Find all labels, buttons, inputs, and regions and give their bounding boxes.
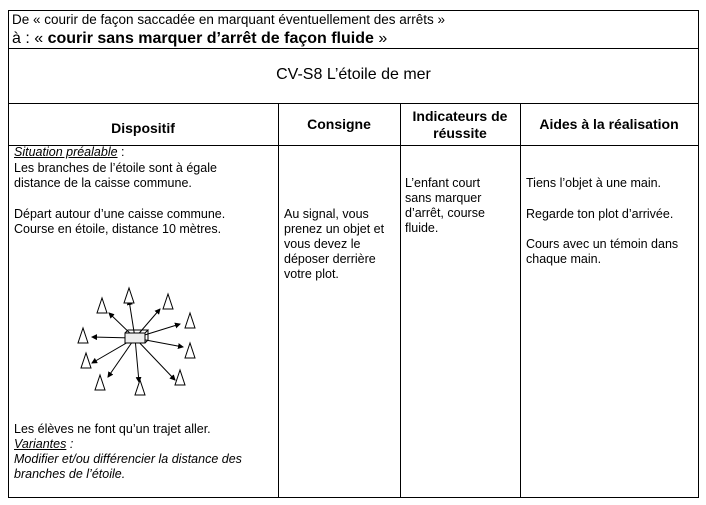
dispositif-line: Départ autour d’une caisse commune. bbox=[14, 207, 226, 221]
column-header-aides: Aides à la réalisation bbox=[539, 116, 679, 132]
consigne-line: vous devez le bbox=[284, 237, 361, 251]
variantes-line: Modifier et/ou différencier la distance des bbox=[14, 452, 242, 466]
situation-colon: : bbox=[117, 145, 125, 159]
objective-to-bold: courir sans marquer d’arrêt de façon fluide bbox=[47, 30, 374, 47]
objective-to-suffix: » bbox=[373, 30, 388, 47]
cone-icon bbox=[124, 288, 134, 303]
aide-line: chaque main. bbox=[526, 252, 602, 266]
arrow bbox=[129, 300, 135, 338]
variantes-colon: : bbox=[66, 437, 74, 451]
cone-icon bbox=[163, 294, 173, 309]
cone-icon bbox=[185, 313, 195, 328]
consigne-line: prenez un objet et bbox=[284, 222, 385, 236]
cone-icon bbox=[81, 353, 91, 368]
situation-label-text: Situation préalable bbox=[14, 145, 118, 159]
cone-icon bbox=[185, 343, 195, 358]
cone-icon bbox=[78, 328, 88, 343]
column-header-consigne: Consigne bbox=[307, 116, 371, 132]
consigne-line: Au signal, vous bbox=[284, 207, 369, 221]
cone-icon bbox=[97, 298, 107, 313]
column-header-dispositif: Dispositif bbox=[111, 120, 175, 136]
dispositif-line: Les branches de l’étoile sont à égale bbox=[14, 161, 217, 175]
consigne-line: votre plot. bbox=[284, 267, 339, 281]
column-header-indicateurs: Indicateurs de réussite bbox=[412, 108, 508, 141]
cone-icon bbox=[175, 370, 185, 385]
consigne-line: déposer derrière bbox=[284, 252, 376, 266]
dispositif-after: Les élèves ne font qu’un trajet aller. bbox=[14, 422, 211, 436]
variantes-label bbox=[14, 437, 73, 452]
variantes-line: branches de l’étoile. bbox=[14, 467, 126, 481]
aide-line: Regarde ton plot d’arrivée. bbox=[526, 207, 674, 221]
arrow bbox=[135, 338, 139, 382]
arrow bbox=[108, 338, 135, 377]
aide-line: Cours avec un témoin dans bbox=[526, 237, 679, 251]
dispositif-line: distance de la caisse commune. bbox=[14, 176, 192, 190]
cone-icon bbox=[135, 380, 145, 395]
indicateur-line: sans marquer bbox=[405, 191, 482, 205]
indicateur-line: d’arrêt, course bbox=[405, 206, 485, 220]
aide-line: Tiens l’objet à une main. bbox=[526, 176, 662, 190]
objective-from: De « courir de façon saccadée en marquant éventuellement des arrêts » bbox=[12, 12, 446, 27]
cone-icon bbox=[95, 375, 105, 390]
variantes-label-text: Variantes bbox=[14, 437, 67, 451]
indicateur-line: L’enfant court bbox=[405, 176, 481, 190]
objective-to-prefix: à : « bbox=[12, 30, 48, 47]
dispositif-line: Course en étoile, distance 10 mètres. bbox=[14, 222, 222, 236]
indicateur-line: fluide. bbox=[405, 221, 439, 235]
page-title: CV-S8 L’étoile de mer bbox=[276, 66, 431, 83]
